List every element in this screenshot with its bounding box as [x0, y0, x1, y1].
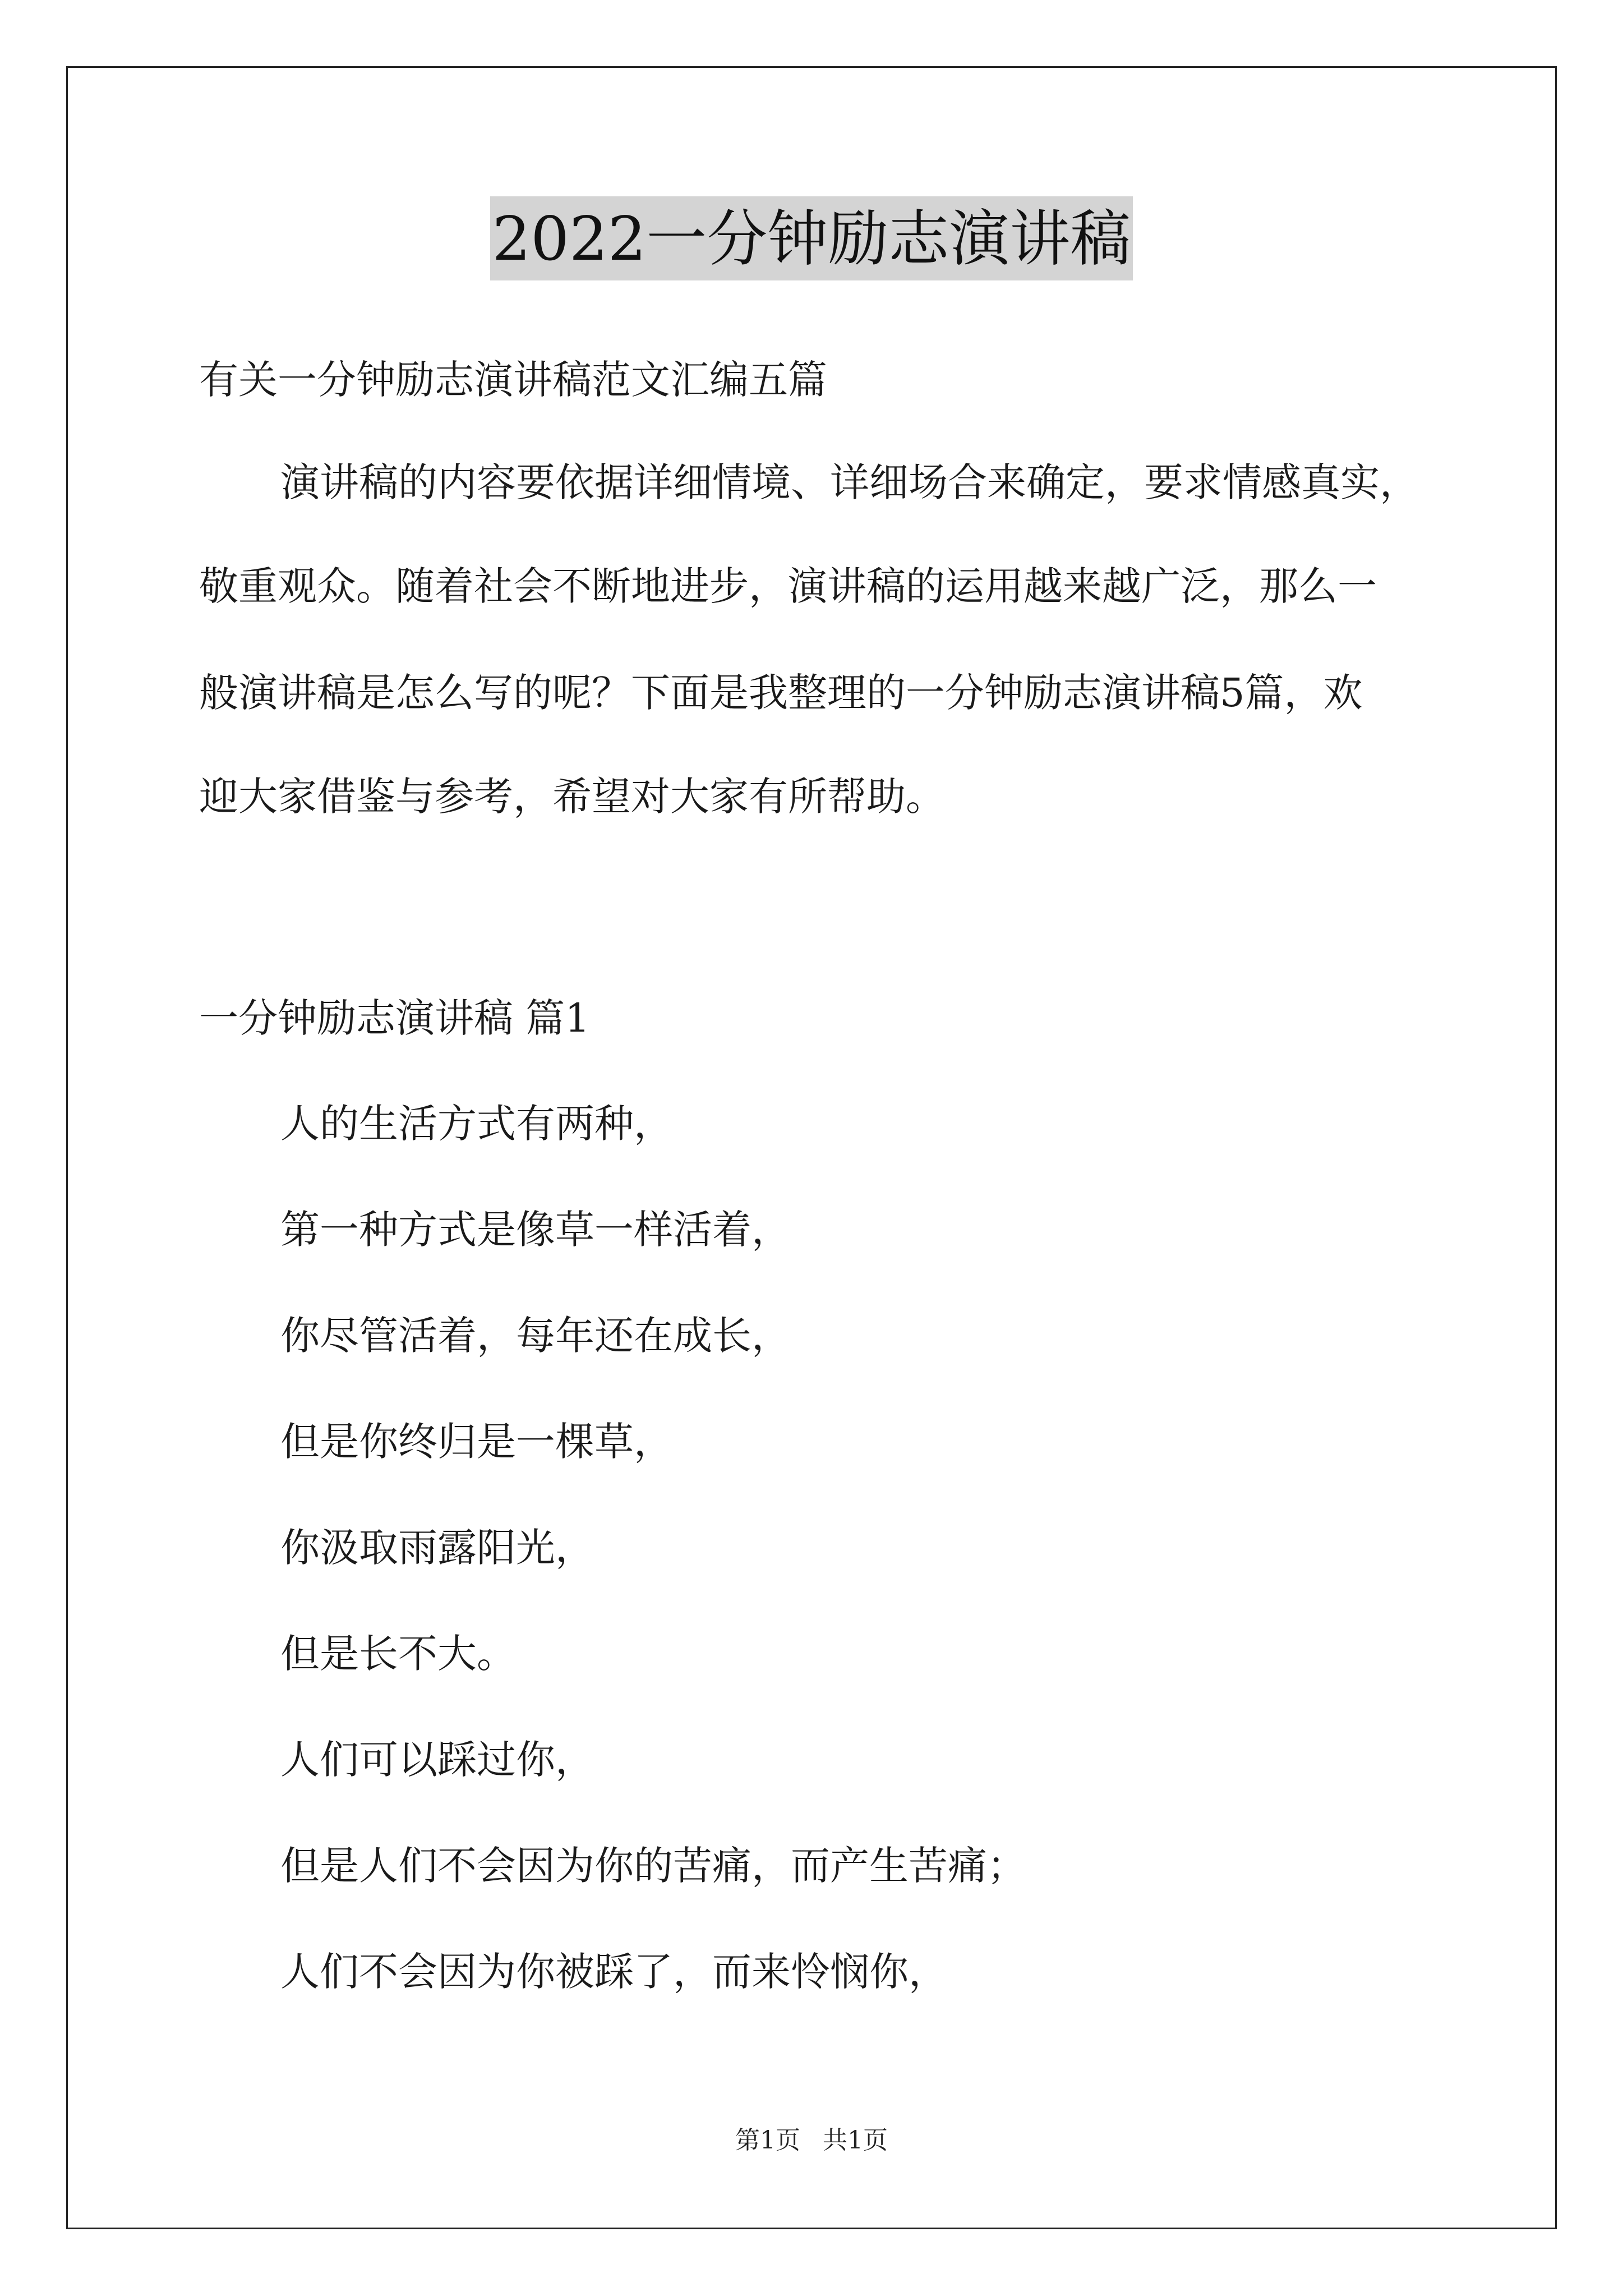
intro-line: 迎大家借鉴与参考，希望对大家有所帮助。	[199, 774, 945, 820]
poem-line: 人的生活方式有两种，	[280, 1101, 673, 1147]
document-title: 2022一分钟励志演讲稿	[490, 196, 1133, 280]
poem-line: 但是你终归是一棵草，	[280, 1419, 673, 1465]
poem-line: 人们不会因为你被踩了，而来怜悯你，	[280, 1949, 948, 1995]
poem-line: 但是人们不会因为你的苦痛，而产生苦痛；	[280, 1843, 1026, 1889]
poem-line: 你汲取雨露阳光，	[280, 1525, 594, 1571]
intro-line: 敬重观众。随着社会不断地进步，演讲稿的运用越来越广泛，那么一	[199, 563, 1377, 609]
page-footer	[0, 2125, 1623, 2156]
page-number-total: 共1页	[823, 2126, 888, 2155]
intro-line: 演讲稿的内容要依据详细情境、详细场合来确定，要求情感真实，	[280, 459, 1419, 505]
title-container	[0, 196, 1623, 280]
poem-line: 你尽管活着，每年还在成长，	[280, 1313, 791, 1359]
poem-line: 人们可以踩过你，	[280, 1737, 594, 1783]
intro-line: 般演讲稿是怎么写的呢？下面是我整理的一分钟励志演讲稿5篇，欢	[199, 670, 1363, 716]
poem-line: 但是长不大。	[280, 1631, 516, 1677]
section-heading: 一分钟励志演讲稿 篇1	[199, 995, 590, 1041]
document-subtitle: 有关一分钟励志演讲稿范文汇编五篇	[199, 357, 827, 403]
page-number-current: 第1页	[735, 2126, 800, 2155]
poem-line: 第一种方式是像草一样活着，	[280, 1207, 791, 1253]
